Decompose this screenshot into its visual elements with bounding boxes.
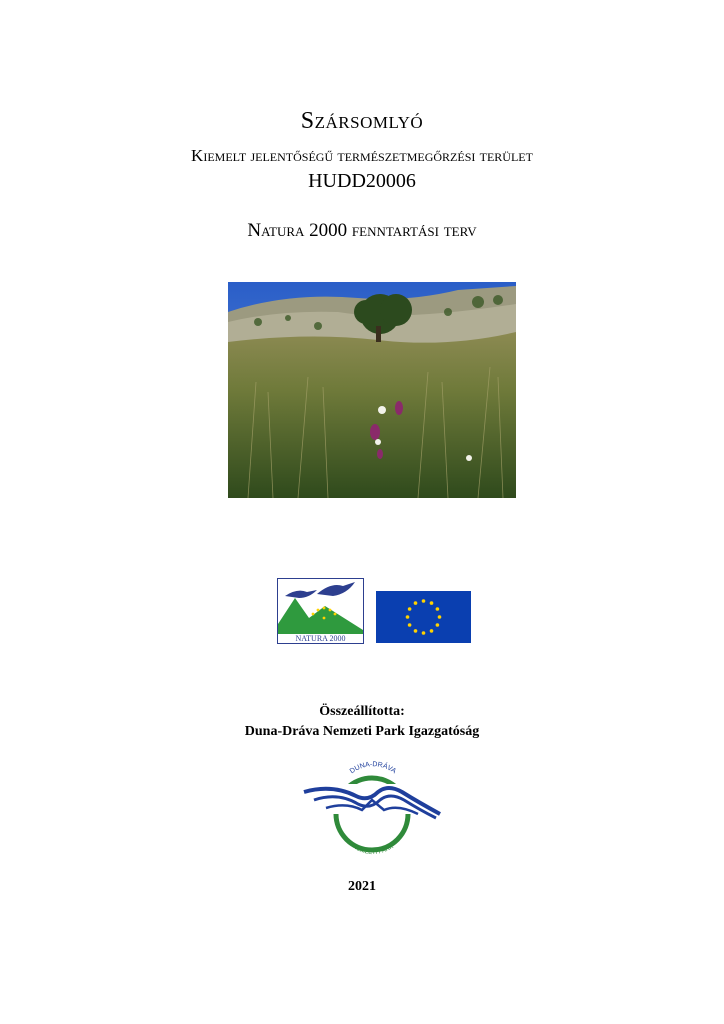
eu-flag-logo — [376, 591, 471, 643]
site-code: HUDD20006 — [308, 170, 416, 192]
natura-logo-text: NATURA 2000 — [295, 634, 346, 643]
duna-drava-park-logo — [302, 756, 442, 860]
natura-2000-logo — [277, 578, 364, 644]
svg-text:DUNA-DRÁVA — [349, 761, 398, 776]
ddnp-logo-top-text: DUNA-DRÁVA — [348, 761, 398, 776]
document-title: Szársomlyó — [300, 108, 424, 134]
plan-title: Natura 2000 fenntartási terv — [247, 220, 477, 241]
compiled-by-label: Összeállította: — [319, 704, 405, 719]
ddnp-logo-bottom-text: NEMZETI PARK — [351, 843, 395, 857]
compiled-by-organization: Duna-Dráva Nemzeti Park Igazgatóság — [244, 724, 480, 739]
publication-year: 2021 — [348, 879, 376, 894]
cover-photo — [228, 282, 516, 498]
document-subtitle: Kiemelt jelentőségű természetmegőrzési terület — [191, 146, 533, 165]
